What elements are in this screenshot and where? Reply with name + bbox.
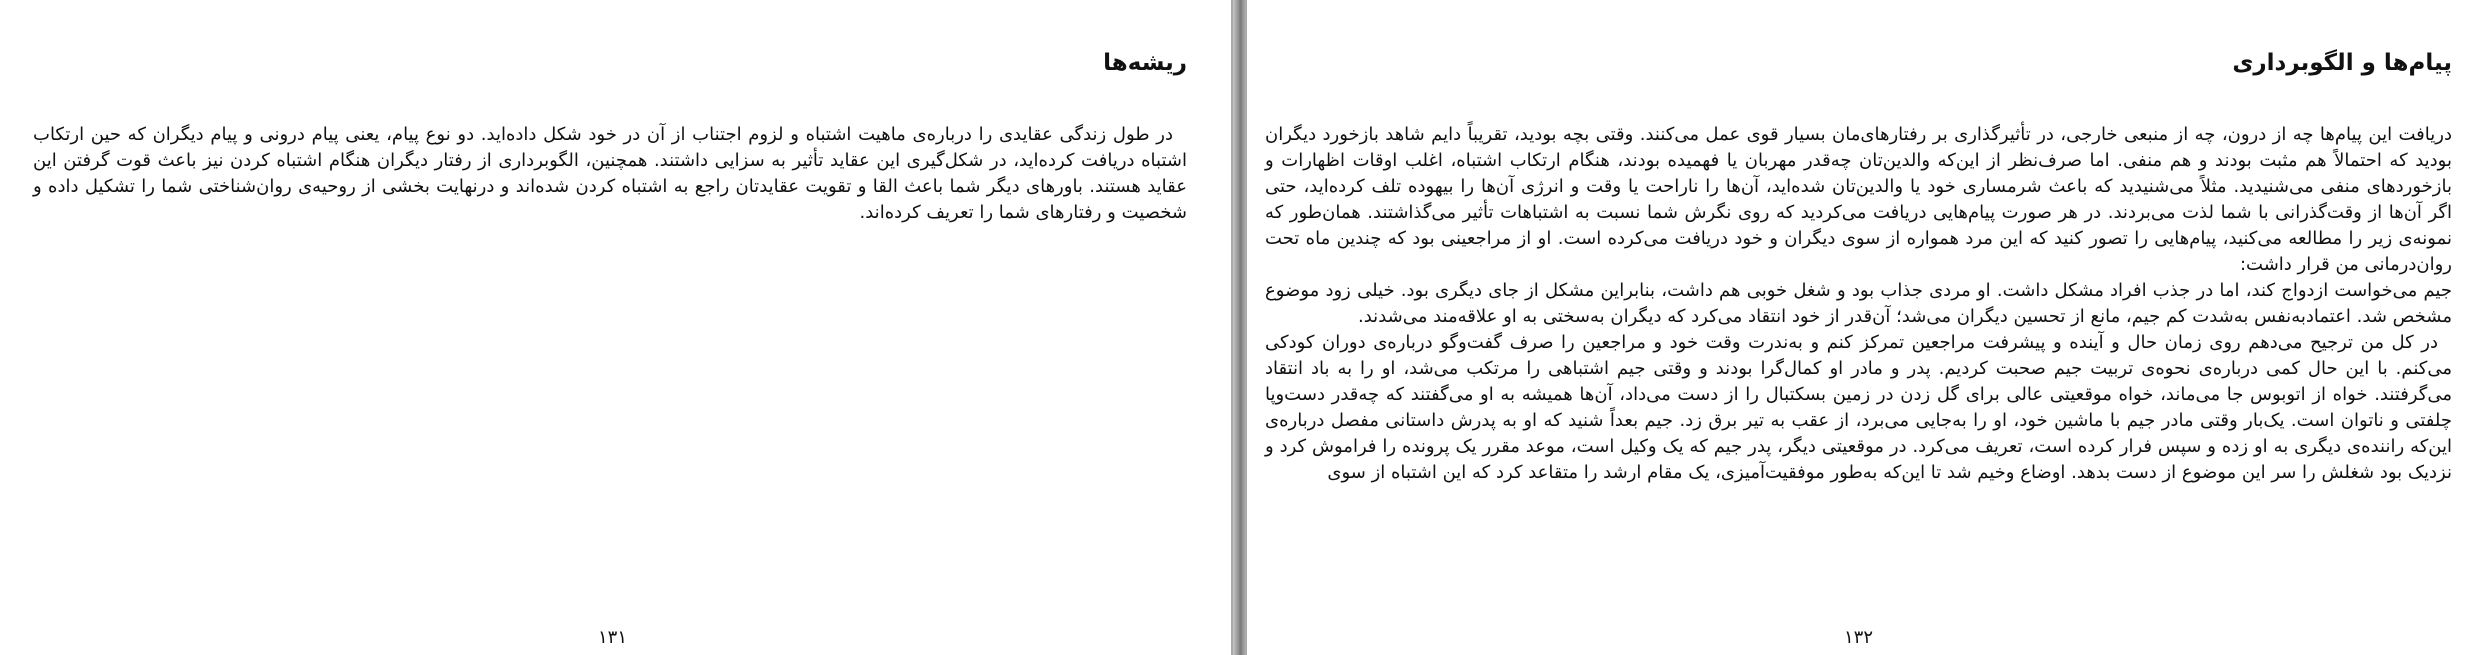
right-page-body — [1265, 122, 2452, 486]
paragraph: در کل من ترجیح می‌دهم روی زمان حال و آینده و پیشرفت مراجعین تمرکز کنم و به‌ندرت وقت خود و مراجعین را صرف گفت‌وگو درباره‌ی دوران کودکی می‌کنم. با این حال کمی درباره‌ی نحوه‌ی تربیت جیم صحبت کردیم. پدر و مادر او کمال‌گرا بودند و وقتی جیم اشتباهی را مرتکب می‌شد، او را به باد انتقاد می‌گرفتند. خواه از اتوبوس جا می‌ماند، خواه موقعیتی عالی برای گل زدن در زمین بسکتبال را از دست می‌داد، آن‌ها همیشه به او می‌گفتند که چه‌قدر دست‌وپا چلفتی و ناتوان است. یک‌بار وقتی مادر جیم با ماشین خود، او را به‌جایی می‌برد، از عقب به تیر برق زد. جیم بعداً شنید که او به پدرش داستانی مفصل درباره‌ی این‌که راننده‌ی دیگری به او زده و سپس فرار کرده است، تعریف می‌کرد. در موقعیتی دیگر، پدر جیم که یک وکیل است، موعد مقرر یک پرونده را فراموش کرد و نزدیک بود شغلش را سر این موضوع از دست بدهد. اوضاع وخیم شد تا این‌که به‌طور موفقیت‌آمیزی، یک مقام ارشد را متقاعد کرد که این اشتباه از سوی — [1265, 332, 2452, 483]
right-page — [1247, 0, 2475, 655]
paragraph: در طول زندگی عقایدی را درباره‌ی ماهیت اشتباه و لزوم اجتناب از آن در خود شکل داده‌اید. دو نوع پیام، یعنی پیام درونی و پیام دیگران که حین ارتکاب اشتباه دریافت کرده‌اید، در شکل‌گیری این عقاید تأثیر به سزایی داشتند. همچنین، الگوبرداری از رفتار دیگران هنگام اشتباه کردن نیز باعث قوت گرفتن این عقاید هستند. باورهای دیگر شما باعث القا و تقویت عقایدتان راجع به اشتباه کردن شده‌اند و درنهایت بخشی از روحیه‌ی روان‌شناختی شما را تشکیل داده و شخصیت و رفتارهای شما را تعریف کرده‌اند. — [33, 124, 1187, 223]
paragraph: دریافت این پیام‌ها چه از درون، چه از منبعی خارجی، در تأثیرگذاری بر رفتارهای‌مان بسیار قوی عمل می‌کنند. وقتی بچه بودید، تقریباً دایم شاهد بازخورد دیگران بودید که احتمالاً هم مثبت بودند و هم منفی. اما صرف‌نظر از این‌که والدین‌تان چه‌قدر مهربان یا فهمیده بودند، هنگام ارتکاب اشتباه، اغلب اوقات اظهارات و بازخوردهای منفی می‌شنیدید. مثلاً می‌شنیدید که باعث شرمساری خود یا والدین‌تان شده‌اید، آن‌ها را ناراحت یا وقت و انرژی آن‌ها را بیهوده تلف کرده‌اید، حتی اگر آن‌ها از وقت‌گذرانی با شما لذت می‌بردند. در هر صورت پیام‌هایی دریافت می‌کردید که روی نگرش شما نسبت به اشتباهات تأثیر می‌گذاشتند. همان‌طور که نمونه‌ی زیر را مطالعه می‌کنید، پیام‌هایی را تصور کنید که این مرد همواره از سوی دیگران و خود دریافت می‌کرده است. او از مراجعینی بود که چندین ماه تحت روان‌درمانی من قرار داشت: — [1265, 124, 2452, 275]
section-heading-messages-modeling: پیام‌ها و الگوبرداری — [2232, 50, 2452, 76]
paragraph-case-study: جیم می‌خواست ازدواج کند، اما در جذب افراد مشکل داشت. او مردی جذاب بود و شغل خوبی هم داشت، بنابراین مشکل از جای دیگری بود. خیلی زود موضوع مشخص شد. اعتمادبه‌نفس به‌شدت کم جیم، مانع از تحسین دیگران می‌شد؛ آن‌قدر از خود انتقاد می‌کرد که دیگران به‌سختی به او علاقه‌مند می‌شدند. — [1265, 280, 2452, 327]
gutter-edge-left — [1231, 0, 1233, 655]
page-number-left: ۱۳۱ — [598, 627, 628, 648]
section-heading-roots: ریشه‌ها — [1103, 50, 1187, 76]
book-spine-gutter — [1232, 0, 1247, 655]
left-page — [0, 0, 1232, 655]
left-page-body — [33, 122, 1187, 226]
page-number-right: ۱۳۲ — [1844, 627, 1874, 648]
